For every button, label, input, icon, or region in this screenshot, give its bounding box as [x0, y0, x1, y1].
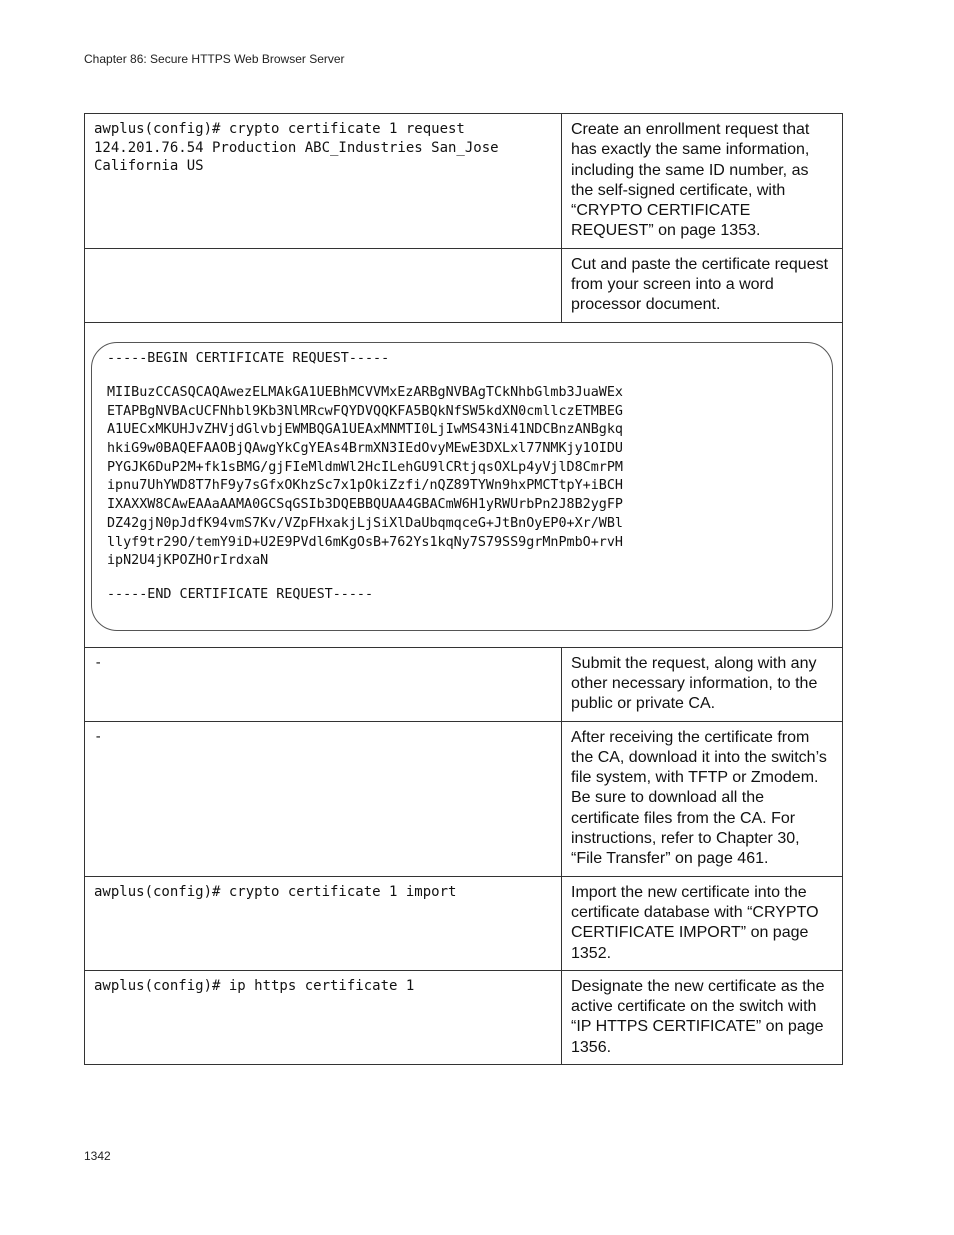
command-text: awplus(config)# ip https certificate 1: [94, 977, 415, 994]
table-row: [85, 721, 843, 876]
certificate-row: [85, 322, 843, 647]
description-cell: [562, 721, 843, 876]
certificate-cell: [85, 322, 843, 647]
command-cell: [85, 721, 562, 876]
table-row: [85, 970, 843, 1064]
command-cell: [85, 647, 562, 721]
table-row: [85, 114, 843, 249]
certificate-body: MIIBuzCCASQCAQAwezELMAkGA1UEBhMCVVMxEzARBgNVBAgTCkNhbGlmb3JuaWEx ETAPBgNVBAcUCFNhbl9Kb3NlMRcwFQYDVQQKFA5BQkNfSW5kdXN0cmllczETMBEG A1UECxMKUHJvZHVjdGlvbjEWMBQGA1UEAxMNMTI0LjIwMS43Ni41NDCBnzANBgkq hkiG9w0BAQEFAAOBjQAwgYkCgYEAs4BrmXN3IEdOvyMEwE3DXLxl77NMKjy1OIDU PYGJK6DuP2M+fk1sBMG/gjFIeMldmWl2HcILehGU9lCRtjqsOXLp4yVjlD8CmrPM ipnu7UhYWD8T7hF9y7sGfxOKhzSc7x1pOkiZzfi/nQZ89TYWn9hxPMCTtpY+iBCH IXAXXW8CAwEAAaAAMA0GCSqGSIb3DQEBBQUAA4GBACmW6H1yRWUrbPn2J8B2ygFP DZ42gjN0pJdfK94vmS7Kv/VZpFHxakjLjSiXlDaUbqmqceG+JtBnOyEP0+Xr/WBl llyf9tr29O/temY9iD+U2E9PVdl6mKgOsB+762Ys1kqNy7S79SS9grMnPmbO+rvH ipN2U4jKPOZHOrIrdxaN: [107, 384, 623, 569]
table-row: [85, 248, 843, 322]
table-row: [85, 876, 843, 970]
procedure-table: [84, 113, 843, 1065]
description-text: Import the new certificate into the certificate database with “CRYPTO CERTIFICATE IMPORT” on page 1352.: [571, 883, 819, 962]
certificate-begin-line: -----BEGIN CERTIFICATE REQUEST-----: [107, 350, 390, 366]
description-text: Create an enrollment request that has exactly the same information, including the same ID number, as the self-signed certificate, with “CRYPTO CERTIFICATE REQUEST” on page 1353.: [571, 121, 810, 240]
description-text: After receiving the certificate from the CA, download it into the switch’s file system, with TFTP or Zmodem. Be sure to download all the certificate files from the CA. For instructions, refer to Chapter 30, “File Transfer” on page 461.: [571, 728, 827, 868]
description-text: Cut and paste the certificate request from your screen into a word processor document.: [571, 255, 829, 314]
description-cell: [562, 970, 843, 1064]
page-number: 1342: [84, 1149, 111, 1163]
description-cell: [562, 876, 843, 970]
description-cell: [562, 114, 843, 249]
description-cell: [562, 647, 843, 721]
certificate-end-line: -----END CERTIFICATE REQUEST-----: [107, 587, 374, 603]
command-text: -: [94, 654, 103, 671]
command-text: [85, 249, 561, 255]
command-cell: [85, 876, 562, 970]
command-cell: [85, 114, 562, 249]
table-row: [85, 647, 843, 721]
command-cell: [85, 248, 562, 322]
chapter-header: Chapter 86: Secure HTTPS Web Browser Server: [84, 52, 345, 66]
description-text: Designate the new certificate as the active certificate on the switch with “IP HTTPS CERTIFICATE” on page 1356.: [571, 977, 825, 1056]
certificate-request-box: [91, 342, 833, 631]
description-cell: [562, 248, 843, 322]
description-text: Submit the request, along with any other necessary information, to the public or private CA.: [571, 654, 818, 713]
command-text: awplus(config)# crypto certificate 1 import: [94, 883, 457, 900]
command-text: awplus(config)# crypto certificate 1 request 124.201.76.54 Production ABC_Industries San_Jose California US: [94, 121, 499, 174]
command-cell: [85, 970, 562, 1064]
command-text: -: [94, 728, 103, 745]
